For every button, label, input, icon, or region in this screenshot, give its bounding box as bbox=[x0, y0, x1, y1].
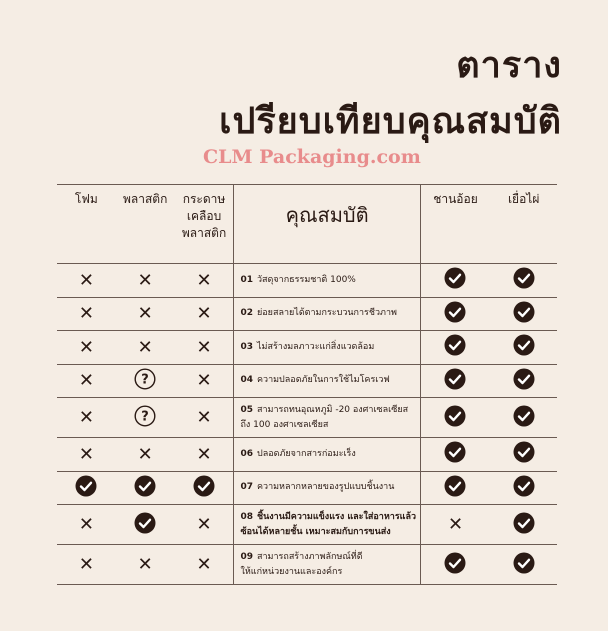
property-text-line1: วัสดุจากธรรมชาติ 100% bbox=[257, 274, 356, 285]
page-title-line1: ตาราง bbox=[456, 45, 562, 86]
property-text-line1: ความหลากหลายของรูปแบบชิ้นงาน bbox=[257, 482, 395, 493]
col-header-bagasse: ชานอ้อย bbox=[420, 185, 490, 264]
cross-icon: ✕ bbox=[137, 303, 153, 325]
check-circle-icon bbox=[444, 334, 466, 360]
svg-text:?: ? bbox=[141, 409, 149, 424]
check-circle-icon bbox=[444, 552, 466, 578]
cell-coated-paper bbox=[175, 364, 234, 398]
property-text bbox=[234, 373, 419, 388]
cell-plastic bbox=[116, 264, 175, 298]
watermark: CLM Packaging.com bbox=[203, 146, 421, 168]
property-number: 05 bbox=[240, 404, 253, 415]
property-text-line1: ความปลอดภัยในการใช้ไมโครเวฟ bbox=[257, 375, 390, 386]
cell-property bbox=[234, 264, 420, 298]
cell-bamboo bbox=[490, 264, 557, 298]
property-number: 06 bbox=[240, 448, 253, 459]
check-circle-icon bbox=[513, 301, 535, 327]
cell-plastic bbox=[116, 438, 175, 472]
table-row bbox=[57, 364, 557, 398]
svg-text:?: ? bbox=[141, 372, 149, 388]
cross-icon: ✕ bbox=[196, 269, 212, 291]
property-text bbox=[234, 306, 419, 321]
cross-icon: ✕ bbox=[196, 443, 212, 465]
cell-bagasse bbox=[420, 438, 490, 472]
cell-bamboo bbox=[490, 398, 557, 438]
property-text bbox=[234, 403, 419, 433]
property-text-line1: สามารถสร้างภาพลักษณ์ที่ดี bbox=[257, 551, 363, 562]
check-circle-icon bbox=[193, 475, 215, 501]
check-circle-icon bbox=[513, 512, 535, 538]
comparison-table bbox=[57, 184, 557, 585]
property-number: 08 bbox=[240, 511, 253, 522]
cross-icon: ✕ bbox=[137, 443, 153, 465]
property-text bbox=[234, 480, 419, 495]
cell-property bbox=[234, 364, 420, 398]
check-circle-icon bbox=[513, 368, 535, 394]
cell-bamboo bbox=[490, 471, 557, 505]
property-text-line1: ย่อยสลายได้ตามกระบวนการชีวภาพ bbox=[257, 308, 397, 319]
property-number: 09 bbox=[240, 551, 253, 562]
cross-icon: ✕ bbox=[137, 554, 153, 575]
cross-icon: ✕ bbox=[196, 554, 212, 575]
check-circle-icon bbox=[444, 267, 466, 293]
property-text bbox=[234, 340, 419, 355]
property-text-line2: ถึง 100 องศาเซลเซียส bbox=[240, 419, 329, 430]
cell-foam bbox=[57, 438, 116, 472]
cross-icon: ✕ bbox=[196, 514, 212, 535]
cell-property bbox=[234, 297, 420, 331]
check-circle-icon bbox=[134, 512, 156, 538]
property-number: 01 bbox=[240, 274, 253, 285]
check-circle-icon bbox=[513, 441, 535, 467]
check-circle-icon bbox=[513, 475, 535, 501]
table-header-row bbox=[57, 185, 557, 264]
cell-plastic bbox=[116, 545, 175, 585]
cell-bagasse bbox=[420, 505, 490, 545]
cell-coated-paper bbox=[175, 331, 234, 365]
cell-plastic bbox=[116, 331, 175, 365]
col-header-plastic: พลาสติก bbox=[116, 185, 175, 264]
cell-bagasse bbox=[420, 471, 490, 505]
cell-coated-paper bbox=[175, 545, 234, 585]
cell-coated-paper bbox=[175, 398, 234, 438]
cross-icon: ✕ bbox=[78, 514, 94, 535]
cell-plastic bbox=[116, 364, 175, 398]
property-number: 03 bbox=[240, 341, 253, 352]
cross-icon: ✕ bbox=[78, 303, 94, 325]
table-row bbox=[57, 297, 557, 331]
check-circle-icon bbox=[444, 301, 466, 327]
check-circle-icon bbox=[513, 405, 535, 431]
cell-bamboo bbox=[490, 331, 557, 365]
cell-property bbox=[234, 438, 420, 472]
cross-icon: ✕ bbox=[78, 370, 94, 392]
cell-plastic bbox=[116, 505, 175, 545]
col-header-coated-paper-line3: พลาสติก bbox=[181, 226, 227, 240]
cell-bagasse bbox=[420, 398, 490, 438]
table-row bbox=[57, 471, 557, 505]
check-circle-icon bbox=[75, 475, 97, 501]
cell-property bbox=[234, 398, 420, 438]
table-row bbox=[57, 398, 557, 438]
col-header-coated-paper-line1: กระดาษ bbox=[182, 192, 226, 206]
check-circle-icon bbox=[444, 368, 466, 394]
cross-icon: ✕ bbox=[78, 407, 94, 428]
cell-plastic bbox=[116, 471, 175, 505]
col-header-bamboo: เยื่อไผ่ bbox=[490, 185, 557, 264]
check-circle-icon bbox=[513, 334, 535, 360]
cell-foam bbox=[57, 545, 116, 585]
col-header-foam: โฟม bbox=[57, 185, 116, 264]
question-circle-icon bbox=[134, 405, 156, 431]
cell-foam bbox=[57, 398, 116, 438]
table-row bbox=[57, 438, 557, 472]
property-text-line2: ให้แก่หน่วยงานและองค์กร bbox=[240, 566, 343, 577]
cell-foam bbox=[57, 331, 116, 365]
table-row bbox=[57, 545, 557, 585]
check-circle-icon bbox=[444, 441, 466, 467]
property-text bbox=[234, 510, 419, 540]
property-number: 02 bbox=[240, 308, 253, 319]
cross-icon: ✕ bbox=[196, 336, 212, 358]
check-circle-icon bbox=[444, 475, 466, 501]
cell-coated-paper bbox=[175, 505, 234, 545]
cross-icon: ✕ bbox=[137, 269, 153, 291]
cross-icon: ✕ bbox=[137, 336, 153, 358]
property-text-line1: ชิ้นงานมีความแข็งแรง และใส่อาหารแล้ว bbox=[257, 511, 417, 522]
cell-bamboo bbox=[490, 297, 557, 331]
cell-coated-paper bbox=[175, 438, 234, 472]
cross-icon: ✕ bbox=[196, 370, 212, 392]
cell-plastic bbox=[116, 297, 175, 331]
cell-bagasse bbox=[420, 545, 490, 585]
cell-bamboo bbox=[490, 438, 557, 472]
cross-icon: ✕ bbox=[78, 269, 94, 291]
check-circle-icon bbox=[513, 267, 535, 293]
question-circle-icon bbox=[134, 368, 156, 394]
cell-foam bbox=[57, 471, 116, 505]
cell-plastic bbox=[116, 398, 175, 438]
property-text bbox=[234, 550, 419, 580]
cell-coated-paper bbox=[175, 264, 234, 298]
cross-icon: ✕ bbox=[447, 514, 464, 535]
check-circle-icon bbox=[513, 552, 535, 578]
check-circle-icon bbox=[134, 475, 156, 501]
cross-icon: ✕ bbox=[78, 554, 94, 575]
cross-icon: ✕ bbox=[78, 336, 94, 358]
cell-bamboo bbox=[490, 505, 557, 545]
property-number: 07 bbox=[240, 482, 253, 493]
cell-foam bbox=[57, 297, 116, 331]
page-title-line2: เปรียบเทียบคุณสมบัติ bbox=[219, 101, 562, 142]
cell-property bbox=[234, 471, 420, 505]
cell-bagasse bbox=[420, 331, 490, 365]
cell-property bbox=[234, 545, 420, 585]
cross-icon: ✕ bbox=[78, 443, 94, 465]
table-row bbox=[57, 264, 557, 298]
table-row bbox=[57, 505, 557, 545]
cell-coated-paper bbox=[175, 297, 234, 331]
cell-coated-paper bbox=[175, 471, 234, 505]
property-text bbox=[234, 447, 419, 462]
col-header-coated-paper bbox=[175, 185, 234, 264]
property-text-line1: ไม่สร้างมลภาวะแก่สิ่งแวดล้อม bbox=[257, 341, 375, 352]
cell-foam bbox=[57, 505, 116, 545]
cell-bagasse bbox=[420, 297, 490, 331]
col-header-property: คุณสมบัติ bbox=[234, 185, 420, 264]
cell-bagasse bbox=[420, 364, 490, 398]
cell-property bbox=[234, 331, 420, 365]
cross-icon: ✕ bbox=[196, 407, 212, 428]
cell-bagasse bbox=[420, 264, 490, 298]
property-text-line1: ปลอดภัยจากสารก่อมะเร็ง bbox=[257, 448, 356, 459]
cross-icon: ✕ bbox=[196, 303, 212, 325]
cell-bamboo bbox=[490, 545, 557, 585]
property-text bbox=[234, 273, 419, 288]
cell-property bbox=[234, 505, 420, 545]
cell-foam bbox=[57, 364, 116, 398]
cell-bamboo bbox=[490, 364, 557, 398]
check-circle-icon bbox=[444, 405, 466, 431]
property-text-line1: สามารถทนอุณหภูมิ -20 องศาเซลเซียส bbox=[257, 404, 409, 415]
cell-foam bbox=[57, 264, 116, 298]
property-number: 04 bbox=[240, 375, 253, 386]
col-header-coated-paper-line2: เคลือบ bbox=[186, 209, 222, 223]
table-row bbox=[57, 331, 557, 365]
property-text-line2: ซ้อนได้หลายชั้น เหมาะสมกับการขนส่ง bbox=[240, 526, 391, 537]
